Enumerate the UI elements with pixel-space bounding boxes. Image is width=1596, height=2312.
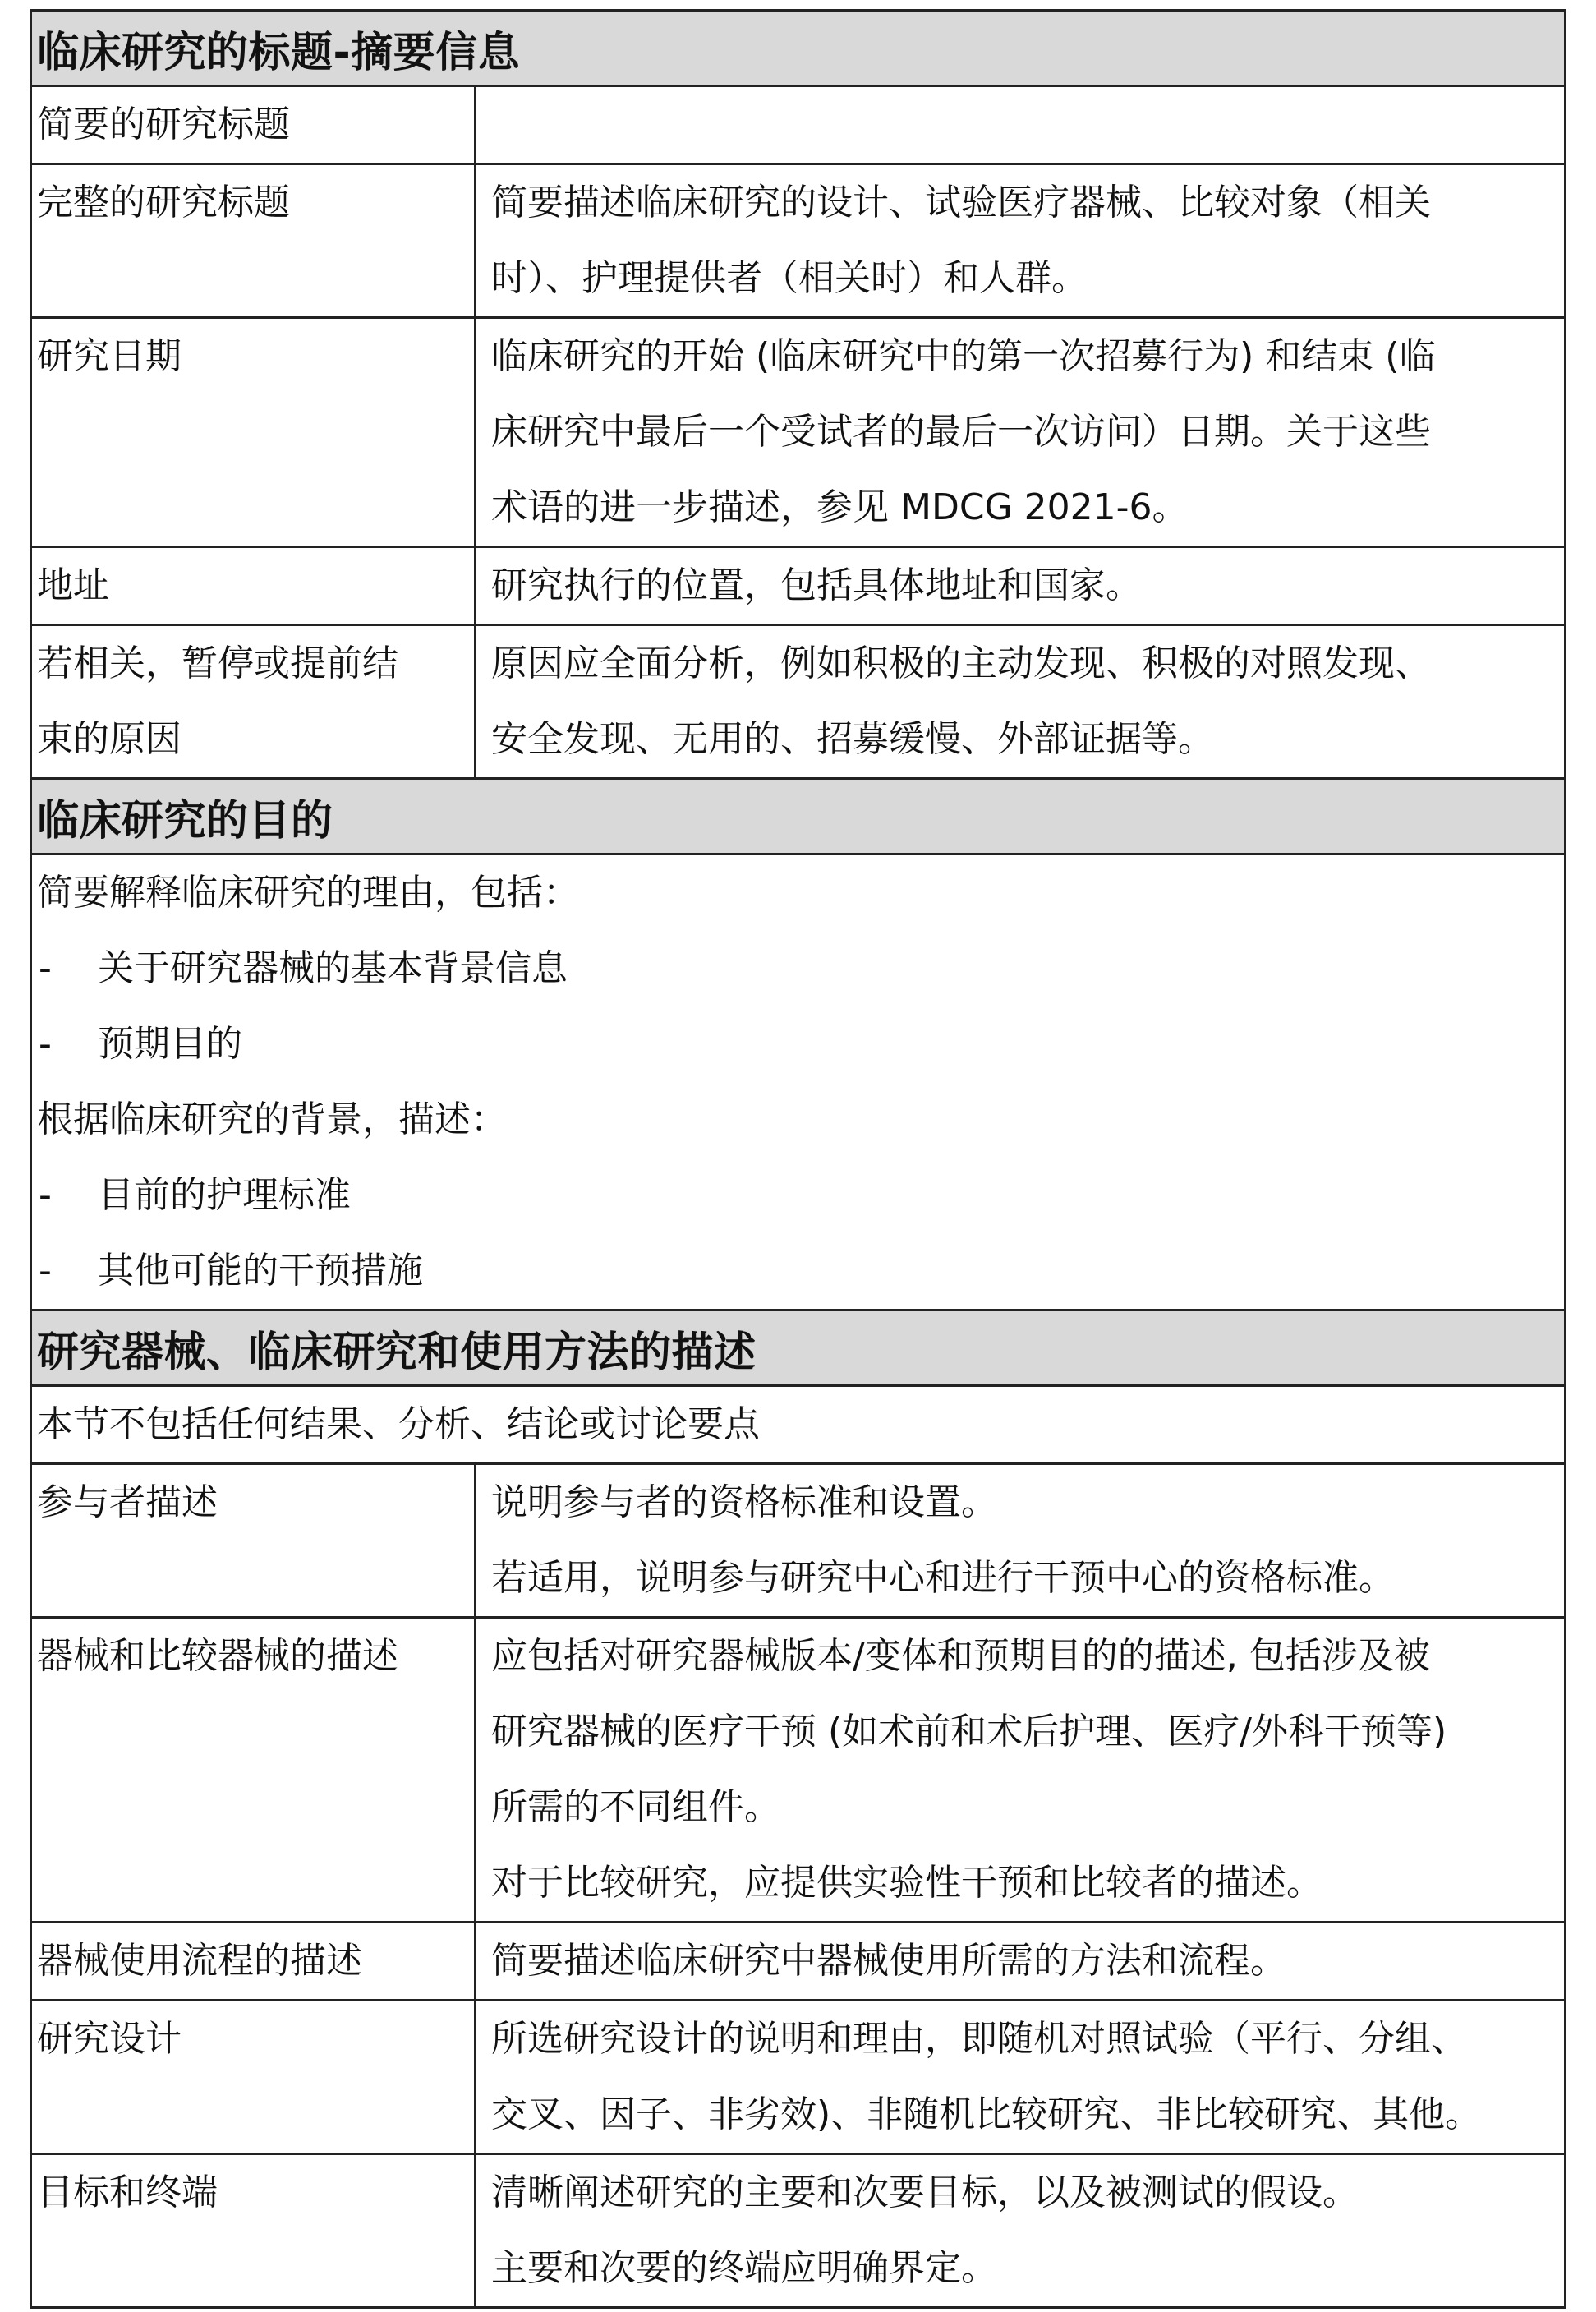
table-row [32,319,1564,548]
list-item-text: 其他可能的干预措施 [98,1250,423,1292]
row-value [476,626,1564,777]
paragraph-line: 根据临床研究的背景，描述： [37,1098,507,1140]
label-line: 束的原因 [37,718,182,760]
label-line: 地址 [37,564,109,606]
row-label [32,1465,476,1616]
label-line: 器械使用流程的描述 [37,1940,362,1982]
label-line: 若相关，暂停或提前结 [37,642,398,684]
bullet-dash: - [39,1250,52,1292]
value-line: 简要描述临床研究中器械使用所需的方法和流程。 [491,1940,1286,1982]
table-row [32,1923,1564,2001]
value-line: 时）、护理提供者（相关时）和人群。 [491,257,1088,299]
row-label [32,87,476,163]
table-row [32,2155,1564,2306]
list-item-text: 目前的护理标准 [98,1174,351,1216]
value-line: 说明参与者的资格标准和设置。 [491,1481,997,1523]
table-row [32,548,1564,626]
label-line: 研究设计 [37,2018,182,2060]
row-value [476,1923,1564,1999]
row-label [32,626,476,777]
table-row [32,1465,1564,1619]
section-title-summary: 临床研究的标题-摘要信息 [32,12,1564,87]
list-item [37,1006,1556,1082]
empty-value-line [491,87,1554,163]
bullet-dash: - [39,947,52,989]
value-line: 安全发现、无用的、招募缓慢、外部证据等。 [491,718,1214,760]
list-item-text: 预期目的 [98,1023,242,1065]
table-row [32,626,1564,780]
label-line: 器械和比较器械的描述 [37,1635,398,1677]
list-item-text: 关于研究器械的基本背景信息 [98,947,568,989]
intro-line: 本节不包括任何结果、分析、结论或讨论要点 [37,1403,760,1445]
value-line: 交叉、因子、非劣效)、非随机比较研究、非比较研究、其他。 [491,2093,1482,2135]
row-value [476,1619,1564,1921]
table-row [32,2001,1564,2155]
purpose-block [32,855,1564,1311]
value-line: 所需的不同组件。 [491,1786,780,1828]
value-line: 主要和次要的终端应明确界定。 [491,2247,997,2289]
row-label [32,165,476,316]
row-value [476,319,1564,546]
list-item [37,1158,1556,1233]
row-label [32,2155,476,2306]
value-line: 研究执行的位置，包括具体地址和国家。 [491,564,1142,606]
row-label [32,1619,476,1921]
value-line: 若适用，说明参与研究中心和进行干预中心的资格标准。 [491,1557,1395,1599]
section-title-purpose: 临床研究的目的 [32,780,1564,855]
value-line: 对于比较研究，应提供实验性干预和比较者的描述。 [491,1862,1322,1904]
value-line: 原因应全面分析，例如积极的主动发现、积极的对照发现、 [491,642,1431,684]
list-item [37,931,1556,1006]
section-intro [32,1387,1564,1465]
row-value [476,1465,1564,1616]
document-table [30,9,1566,2309]
paragraph-line: 简要解释临床研究的理由，包括： [37,872,579,914]
row-value [476,165,1564,316]
value-line: 研究器械的医疗干预 (如术前和术后护理、医疗/外科干预等) [491,1711,1447,1752]
label-line: 简要的研究标题 [37,104,290,145]
label-line: 完整的研究标题 [37,182,290,223]
bullet-dash: - [39,1174,52,1216]
table-row [32,87,1564,165]
section-title-description: 研究器械、临床研究和使用方法的描述 [32,1311,1564,1387]
value-line: 所选研究设计的说明和理由，即随机对照试验（平行、分组、 [491,2018,1467,2060]
value-line: 清晰阐述研究的主要和次要目标，以及被测试的假设。 [491,2172,1359,2213]
row-value [476,2001,1564,2153]
value-line: 术语的进一步描述，参见 MDCG 2021-6。 [491,486,1189,528]
row-label [32,1923,476,1999]
row-label [32,319,476,546]
row-label [32,548,476,624]
value-line: 应包括对研究器械版本/变体和预期目的的描述, 包括涉及被 [491,1635,1430,1677]
list-item [37,1233,1556,1309]
row-value [476,548,1564,624]
label-line: 研究日期 [37,335,182,377]
table-row [32,165,1564,319]
row-value [476,87,1564,163]
label-line: 目标和终端 [37,2172,218,2213]
value-line: 简要描述临床研究的设计、试验医疗器械、比较对象（相关 [491,182,1431,223]
value-line: 床研究中最后一个受试者的最后一次访问）日期。关于这些 [491,411,1431,453]
label-line: 参与者描述 [37,1481,218,1523]
value-line: 临床研究的开始 (临床研究中的第一次招募行为) 和结束 (临 [491,335,1436,377]
row-label [32,2001,476,2153]
bullet-dash: - [39,1023,52,1065]
table-row [32,1619,1564,1923]
row-value [476,2155,1564,2306]
